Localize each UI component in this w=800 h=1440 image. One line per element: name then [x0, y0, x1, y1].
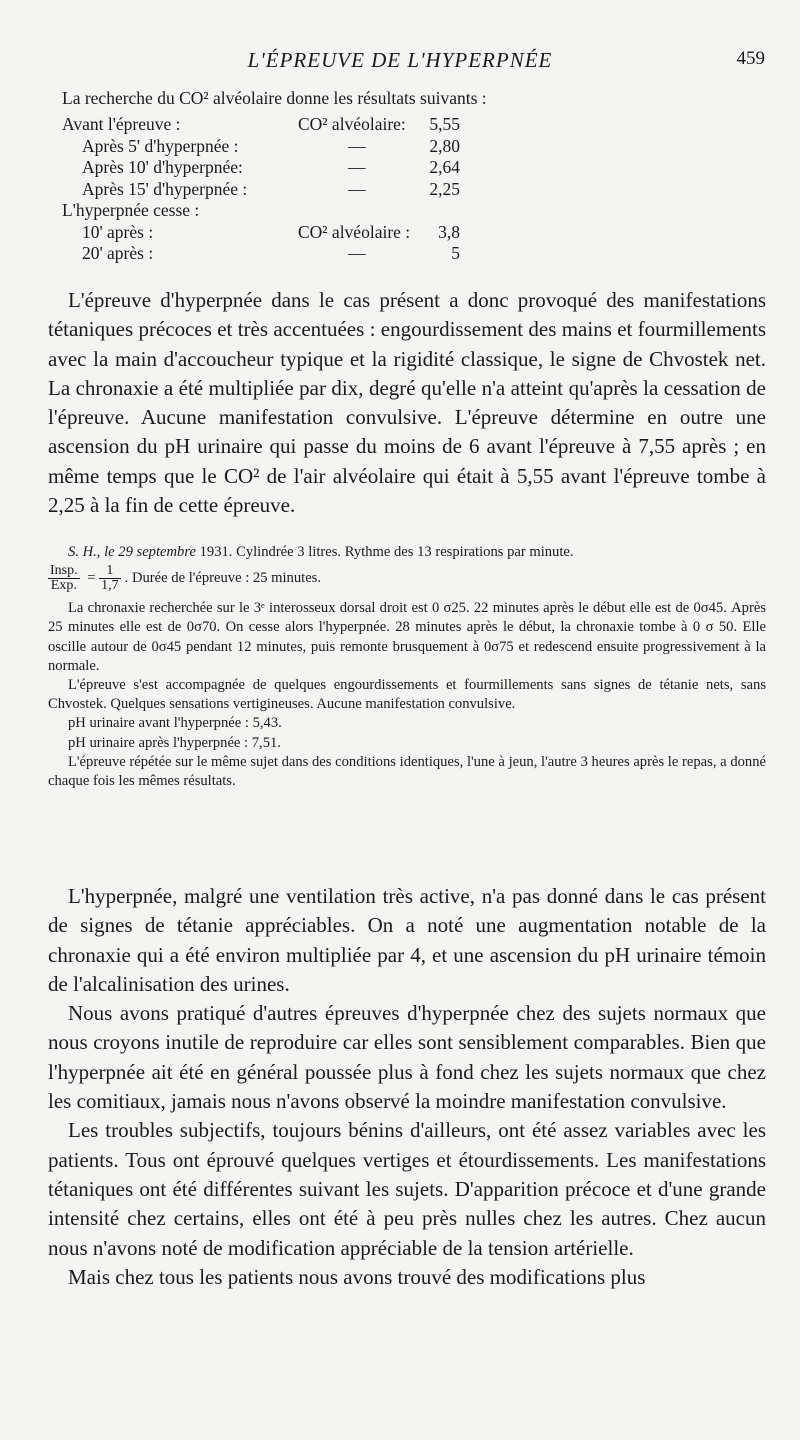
co2-intro: La recherche du CO² alvéolaire donne les résultats suivants : — [62, 88, 487, 108]
case-subject: S. H., — [68, 544, 101, 560]
case-report — [48, 543, 766, 791]
co2-row — [62, 114, 762, 136]
repeat-text: L'épreuve répétée sur le même sujet dans des conditions identiques, l'une à jeun, l'autre 3 heures après le repas, a donné chaque fois les mêmes résultats. — [48, 753, 766, 790]
paragraph-text: L'épreuve d'hyperpnée dans le cas présent a donc provoqué des manifestations tétaniques précoces et très accentuées : engourdissement des mains et fourmillements avec la main d'accoucheur typique et la rigidité classique, le signe de Chvostek net. La chronaxie a été multipliée par dix, degré qu'elle n'a atteint qu'après la cessation de l'épreuve. Aucune manifestation convulsive. L'épreuve détermine en outre une ascension du pH urinaire qui passe du moins de 6 avant l'épreuve à 7,55 après ; en même temps que le CO² de l'air alvéolaire qui était à 5,55 avant l'épreuve tombe à 2,25 à la fin de cette épreuve. — [48, 288, 766, 518]
ph-before: pH urinaire avant l'hyperpnée : 5,43. — [68, 715, 282, 732]
insp-exp-label: $\frac{\text{Insp.}}{\text{Exp.}}$ — [50, 563, 78, 594]
co2-row — [62, 157, 762, 179]
discussion — [48, 882, 766, 1292]
co2-row-measure: — — [348, 178, 366, 199]
co2-row-value: 5 — [451, 243, 460, 263]
co2-row-measure: — — [348, 135, 366, 156]
co2-row-label: L'hyperpnée cesse : — [62, 200, 200, 220]
co2-row-value: 5,55 — [429, 114, 460, 134]
symptoms-text: L'épreuve s'est accompagnée de quelques engourdissements et fourmillements sans signes de tétanie nets, sans Chvostek. Quelques sensations vertigineuses. Aucune manifestation convulsive. — [48, 677, 766, 713]
co2-row-value: 3,8 — [438, 221, 460, 242]
chronaxie-text: La chronaxie recherchée sur le 3ᵉ interosseux dorsal droit est 0 σ25. 22 minutes après le début elle est de 0σ45. Après 25 minutes elle est de 0σ70. On cesse alors l'hyperpnée. 28 minutes après le début, la chronaxie tombe à 0 σ 50. Elle oscille autour de 0σ45 pendant 12 minutes, puis remonte brusquement à 0σ75 et redescend ensuite progressivement à la normale. — [48, 600, 766, 674]
co2-row-value: 2,64 — [429, 157, 460, 177]
ph-after: pH urinaire après l'hyperpnée : 7,51. — [68, 734, 281, 751]
co2-row-label: Après 5' d'hyperpnée : — [82, 135, 239, 156]
paragraph-text: L'hyperpnée, malgré une ventilation très active, n'a pas donné dans le cas présent de signes de tétanie appréciables. On a noté une augmentation notable de la chronaxie qui a été environ multipliée par 4, et une ascension du pH urinaire témoin de l'alcalinisation des urines. — [48, 884, 766, 996]
co2-row-label: Avant l'épreuve : — [62, 114, 181, 134]
co2-row-measure: CO² alvéolaire : — [298, 221, 411, 242]
insp-exp-ratio: $\frac{1}{1,7}$ — [101, 563, 119, 594]
co2-row-value: 2,25 — [429, 178, 460, 199]
co2-row — [62, 200, 762, 222]
co2-row — [62, 243, 762, 265]
paragraph-text: Nous avons pratiqué d'autres épreuves d'hyperpnée chez des sujets normaux que nous croyons inutile de reproduire car elles sont sensiblement comparables. Bien que l'hyperpnée ait été en général poussée plus à fond chez les sujets normaux que chez les comitiaux, jamais nous n'avons observé la moindre manifestation convulsive. — [48, 1001, 766, 1114]
ratio-line — [48, 564, 766, 593]
co2-row-label: Après 10' d'hyperpnée: — [82, 157, 243, 177]
page-number: 459 — [736, 48, 765, 69]
co2-row — [62, 136, 762, 158]
paragraph-text: Mais chez tous les patients nous avons trouvé des modifications plus — [68, 1264, 646, 1289]
case-line-1: 1931. Cylindrée 3 litres. Rythme des 13 respirations par minute. — [199, 544, 574, 560]
co2-row-measure: CO² alvéolaire: — [298, 114, 406, 134]
paragraph-conclusion-1 — [48, 286, 766, 520]
co2-row — [62, 179, 762, 201]
paragraph-text: Les troubles subjectifs, toujours bénins d'ailleurs, ont été assez variables avec les patients. Tous ont éprouvé quelques vertiges et étourdissements. Les manifestations tétaniques ont été différentes suivant les sujets. D'apparition précoce et d'une grande intensité chez certains, elles ont été à peu près nulles chez les autres. Chez aucun nous n'avons noté de modification appréciable de la tension artérielle. — [48, 1118, 766, 1260]
ratio-equals: = — [87, 570, 96, 587]
co2-row-value: 2,80 — [429, 135, 460, 156]
case-report-heading — [48, 543, 766, 562]
page-header — [0, 48, 800, 78]
co2-results-table — [62, 114, 762, 265]
co2-row — [62, 222, 762, 244]
running-title: L'ÉPREUVE DE L'HYPERPNÉE — [247, 48, 553, 72]
co2-row-label: 20' après : — [82, 243, 154, 263]
co2-row-label: 10' après : — [82, 221, 154, 242]
co2-row-measure: — — [348, 243, 366, 263]
co2-row-measure: — — [348, 157, 366, 177]
case-date: le 29 septembre — [104, 544, 196, 560]
ratio-rest: . Durée de l'épreuve : 25 minutes. — [124, 570, 322, 587]
co2-row-label: Après 15' d'hyperpnée : — [82, 178, 248, 199]
